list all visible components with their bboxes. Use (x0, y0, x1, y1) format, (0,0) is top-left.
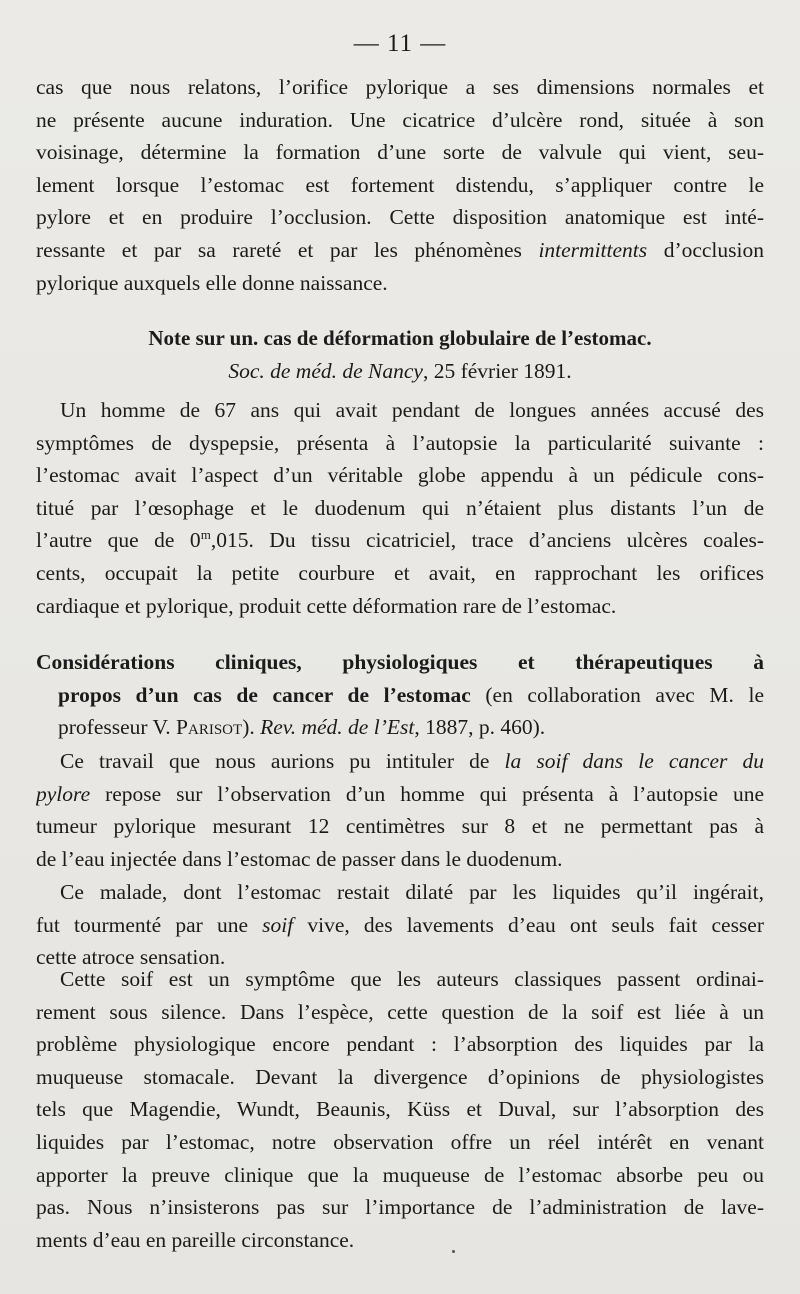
text-line: tels que Magendie, Wundt, Beaunis, Küss et Duval, sur l’absorption des (36, 1097, 764, 1122)
text-span: (en collaboration avec M. le (470, 682, 764, 707)
italic-text: soif (262, 912, 294, 937)
consid-paragraph-3 (36, 963, 764, 1256)
text-span: professeur V. (58, 715, 177, 740)
text-line: l’estomac avait l’aspect d’un véritable globe appendu à un pédicule cons- (36, 463, 764, 488)
text-line: pylorique auxquels elle donne naissance. (36, 270, 388, 295)
italic-text: la soif dans le cancer du (504, 749, 764, 773)
italic-text: pylore (36, 781, 91, 806)
intro-paragraph (36, 71, 764, 299)
text-line: symptômes de dyspepsie, présenta à l’autopsie la particularité suivante : (36, 430, 764, 455)
text-line (36, 234, 764, 267)
text-line: rement sous silence. Dans l’espèce, cette question de la soif est liée à un (36, 999, 764, 1024)
text-span: ressante et par sa rareté et par les phénomènes (36, 237, 539, 262)
text-line (36, 778, 764, 811)
author-name: Parisot (176, 715, 243, 740)
text-line: cette atroce sensation. (36, 945, 226, 970)
text-line: Cette soif est un symptôme que les auteurs classiques passent ordinai- (60, 967, 764, 991)
consid-paragraph-1 (36, 745, 764, 875)
section-title: Note sur un. cas de déformation globulaire de l’estomac. (148, 326, 652, 350)
text-line: de l’eau injectée dans l’estomac de passer dans le duodenum. (36, 846, 563, 871)
text-span: Ce travail que nous aurions pu intituler de (60, 749, 505, 773)
text-line: muqueuse stomacale. Devant la divergence d’opinions de physiologistes (36, 1064, 764, 1089)
journal-name: Soc. de méd. de Nancy (228, 358, 423, 383)
section-title: Considérations cliniques, physiologiques et thérapeutiques à (36, 650, 764, 674)
note-paragraph (36, 394, 764, 622)
page-number: — 11 — (353, 30, 447, 57)
text-line: cents, occupait la petite courbure et avait, en rapprochant les orifices (36, 560, 764, 585)
journal-name: Rev. méd. de l’Est (260, 715, 415, 740)
text-span: d’occlusion (647, 237, 764, 262)
text-line (36, 524, 764, 557)
section-source (36, 355, 764, 388)
text-line: voisinage, détermine la formation d’une sorte de valvule qui vient, seu- (36, 140, 764, 165)
text-line: cardiaque et pylorique, produit cette déformation rare de l’estomac. (36, 593, 617, 618)
consid-paragraph-2 (36, 876, 764, 974)
text-span: vive, des lavements d’eau ont seuls fait cesser (293, 912, 764, 937)
text-span: repose sur l’observation d’un homme qui présenta à l’autopsie une (90, 781, 764, 806)
text-line (36, 909, 764, 942)
text-span: , 1887, p. 460). (414, 715, 546, 740)
text-line: lement lorsque l’estomac est fortement distendu, s’appliquer contre le (36, 172, 764, 197)
text-line: titué par l’œsophage et le duodenum qui n’étaient plus distants l’un de (36, 495, 764, 520)
text-line: liquides par l’estomac, notre observation offre un réel intérêt en venant (36, 1129, 764, 1154)
ink-speck (452, 1250, 455, 1253)
text-line: ne présente aucune induration. Une cicatrice d’ulcère rond, située à son (36, 107, 764, 132)
title-bold: propos d’un cas de cancer de l’estomac (58, 682, 471, 707)
note-section (36, 322, 764, 387)
text-line: ments d’eau en pareille circonstance. (36, 1227, 355, 1252)
text-line: Ce malade, dont l’estomac restait dilaté par les liquides qu’il ingérait, (60, 880, 764, 904)
consid-heading (36, 646, 764, 744)
text-line: apporter la preuve clinique que la muqueuse de l’estomac absorbe peu ou (36, 1162, 764, 1187)
superscript: m (200, 527, 211, 543)
text-span: ). (242, 715, 261, 740)
text-line: cas que nous relatons, l’orifice pylorique a ses dimensions normales et (36, 75, 764, 99)
section-title-line (36, 711, 764, 744)
text-line (36, 745, 764, 778)
text-line: Un homme de 67 ans qui avait pendant de longues années accusé des (60, 398, 764, 422)
text-line: tumeur pylorique mesurant 12 centimètres sur 8 et ne permettant pas à (36, 814, 764, 839)
text-span: ,015. Du tissu cicatriciel, trace d’anciens ulcères coales- (210, 528, 764, 553)
section-title-line (36, 679, 764, 712)
text-line: pas. Nous n’insisterons pas sur l’importance de l’administration de lave- (36, 1195, 764, 1220)
text-line: problème physiologique encore pendant : l’absorption des liquides par la (36, 1032, 764, 1057)
text-span: l’autre que de 0 (36, 528, 201, 553)
source-date: , 25 février 1891. (422, 358, 572, 383)
text-line: pylore et en produire l’occlusion. Cette disposition anatomique est inté- (36, 205, 764, 230)
text-span: fut tourmenté par une (36, 912, 263, 937)
italic-text: intermittents (538, 237, 648, 262)
